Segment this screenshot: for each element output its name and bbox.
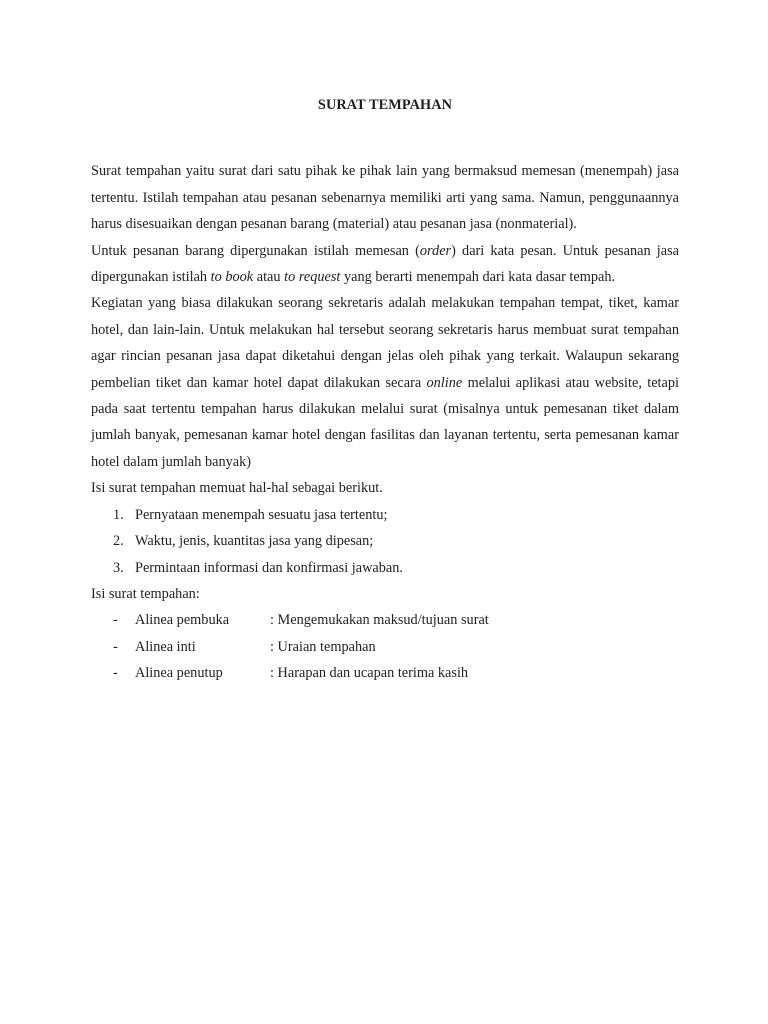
contents-list [91,502,679,581]
term-online: online [426,374,463,391]
paragraph-definition: Surat tempahan yaitu surat dari satu pihak ke pihak lain yang bermaksud memesan (menempah) jasa tertentu. Istilah tempahan atau pesanan sebenarnya memiliki arti yang sama. Namun, penggunaannya harus disesuaikan dengan pesanan barang (material) atau pesanan jasa (nonmaterial). [91,163,679,233]
paragraph-activities [91,290,679,475]
structure-intro: Isi surat tempahan: [91,585,200,602]
term-order: order [419,242,452,259]
document-title: SURAT TEMPAHAN [317,97,453,113]
list-dash: - [113,665,118,682]
document-page [91,92,679,687]
list-item [91,502,679,528]
list-text: Pernyataan menempah sesuatu jasa tertentu; [135,506,388,523]
structure-term: Alinea inti [135,638,196,655]
structure-desc: : Mengemukakan maksud/tujuan surat [270,612,489,629]
list-dash: - [113,612,118,629]
paragraph-activities-part2: melalui aplikasi atau website, tetapi pada saat tertentu tempahan harus dilakukan melalui surat (misalnya untuk pemesanan tiket dalam jumlah banyak, pemesanan kamar hotel dengan fasilitas dan layanan tertentu, serta pemesanan kamar hotel dalam jumlah banyak) [91,374,679,470]
list-dash: - [113,638,118,655]
paragraph-terms-part4: yang berarti menempah dari kata dasar tempah. [340,269,616,286]
term-to-request: to request [284,269,341,286]
list-text: Permintaan informasi dan konfirmasi jawaban. [135,559,403,576]
list-number: 2. [113,533,124,550]
list-item [91,528,679,554]
list-item [91,555,679,581]
list-item [91,607,679,633]
paragraph-terms-part1: Untuk pesanan barang dipergunakan istilah memesan ( [91,242,420,259]
paragraph-terms-part2: ) dari kata pesan. Untuk pesanan jasa dipergunakan istilah [91,242,679,286]
contents-intro: Isi surat tempahan memuat hal-hal sebagai berikut. [91,480,383,497]
list-item [91,660,679,686]
paragraph-terms [91,238,679,291]
list-text: Waktu, jenis, kuantitas jasa yang dipesan; [135,533,374,550]
term-to-book: to book [210,269,254,286]
structure-desc: : Harapan dan ucapan terima kasih [270,665,469,682]
structure-term: Alinea penutup [135,665,223,682]
paragraph-terms-part3: atau [253,269,285,286]
structure-term: Alinea pembuka [135,612,230,629]
paragraph-activities-part1: Kegiatan yang biasa dilakukan seorang sekretaris adalah melakukan tempahan tempat, tiket, kamar hotel, dan lain-lain. Untuk melakukan hal tersebut seorang sekretaris harus membuat surat tempahan agar rincian pesanan jasa dapat diketahui dengan jelas oleh pihak yang terkait. Walaupun sekarang pembelian tiket dan kamar hotel dapat dilakukan secara [91,295,679,391]
structure-desc: : Uraian tempahan [270,638,376,655]
structure-list [91,607,679,686]
list-number: 3. [113,559,124,576]
list-number: 1. [113,506,124,523]
list-item [91,634,679,660]
